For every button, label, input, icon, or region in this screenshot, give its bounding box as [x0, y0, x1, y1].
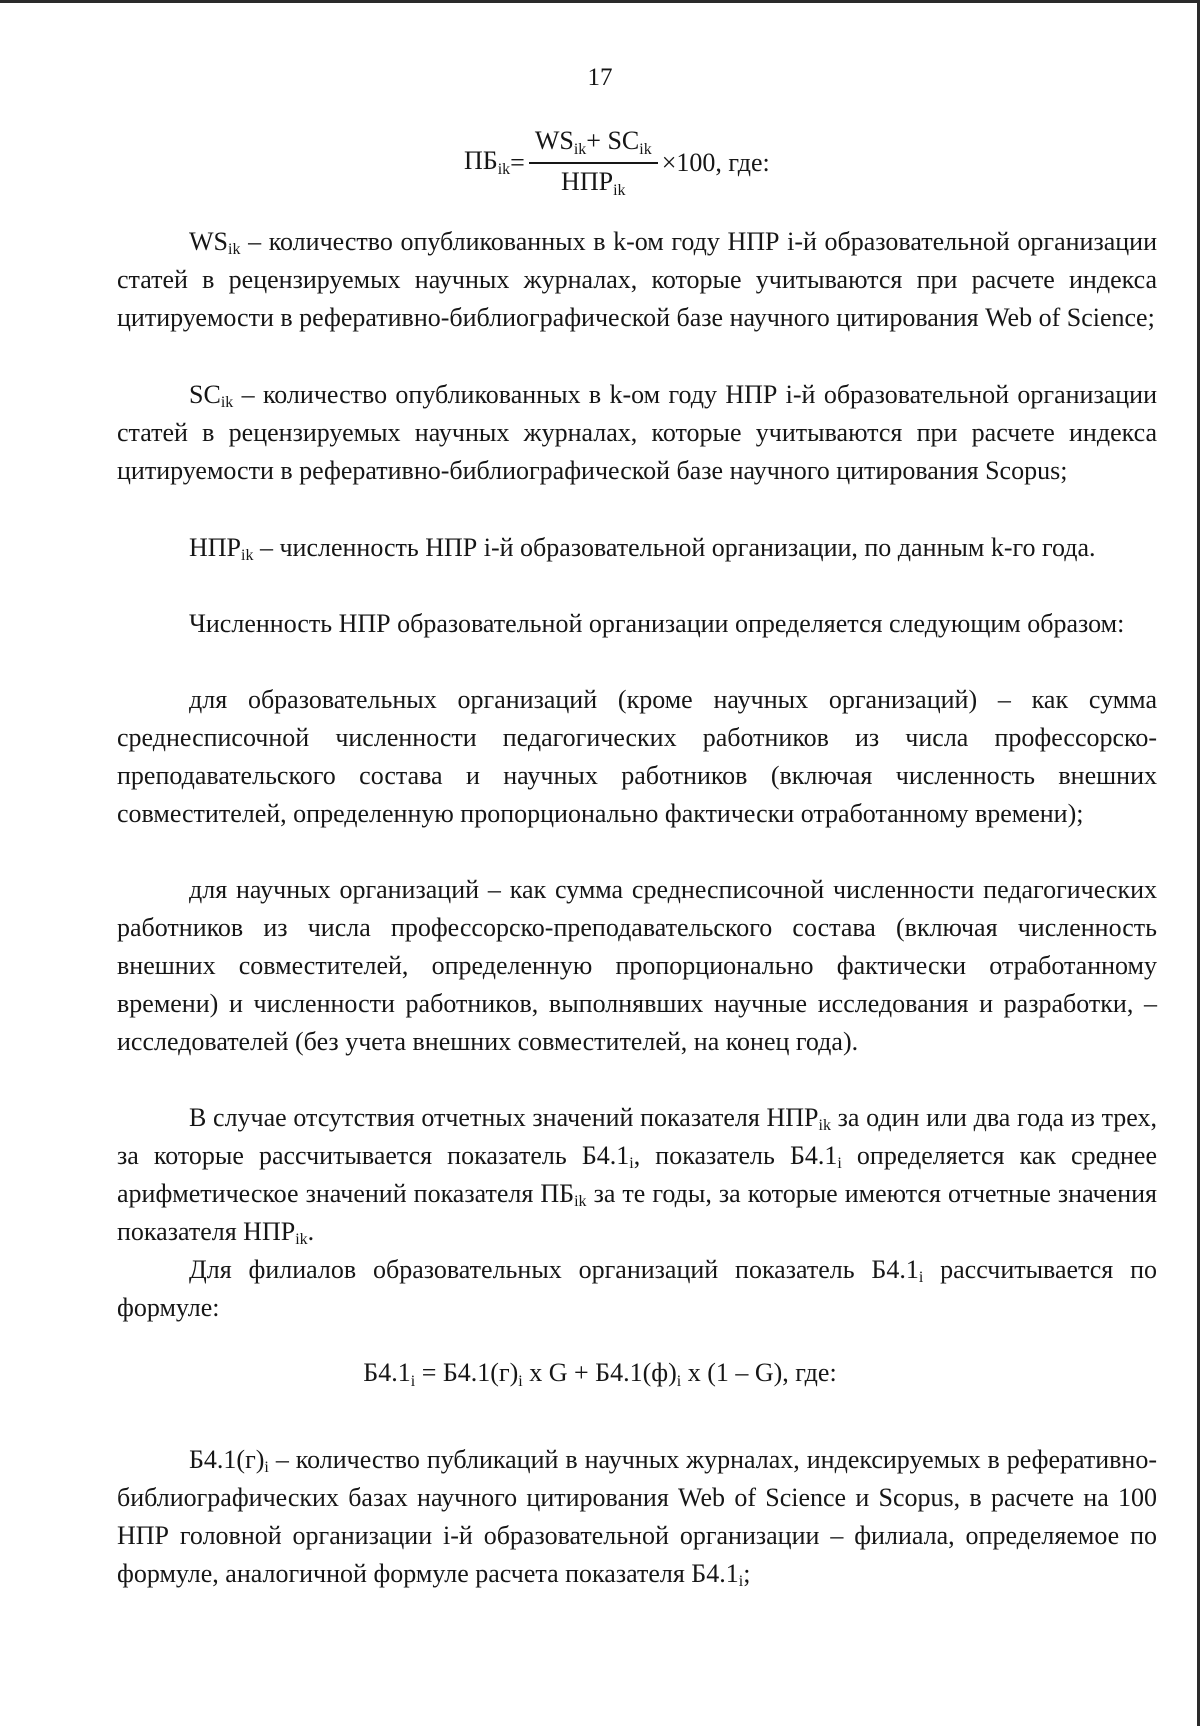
headcount-edu-orgs: для образовательных организаций (кроме научных организаций) – как сумма среднесписочной численности педагогических работников из числа профессорско-преподавательского состава и научных работников (включая численность внешних совместителей, определенную пропорционально фактически отработанному времени); — [117, 685, 1157, 828]
definition-npr: $НПР_{ik}$ – численность НПР i-й образовательной организации, по данным k-го года. — [189, 533, 1096, 564]
definition-sc: $SC_{ik}$ – количество опубликованных в k-ом году НПР i-й образовательной организации статей в рецензируемых научных журналах, которые учитываются при расчете индекса цитируемости в реферативно-библиографической базе научного цитирования Scopus; — [117, 380, 1157, 485]
definition-ws: $WS_{ik}$ – количество опубликованных в k-ом году НПР i-й образовательной организации статей в рецензируемых научных журналах, которые учитываются при расчете индекса цитируемости в реферативно-библиографической базе научного цитирования Web of Science; — [117, 227, 1157, 332]
formula-branch: $Б4.1_i = Б4.1(г)_i$ x $G + Б4.1(ф)_i$ x (1 – G), где: — [363, 1358, 837, 1390]
definition-head-org: $Б4.1(г)_i$ – количество публикаций в научных журналах, индексируемых в реферативно-библиографических базах научного цитирования Web of Science и Scopus, в расчете на 100 НПР головной организации i-й образовательной организации – филиала, определяемое по формуле, аналогичной формуле расчета показателя $Б4.1_i$; — [117, 1445, 1157, 1590]
formula-numerator: $WS_{ik}+ SC_{ik}$ — [529, 126, 658, 164]
formula-fraction — [529, 126, 658, 200]
headcount-intro: Численность НПР образовательной организации определяется следующим образом: — [189, 609, 1125, 638]
page-number: 17 — [587, 64, 613, 91]
formula-lhs: $ПБ_{ik}$ — [464, 146, 511, 179]
formula-tail: ×100, где: — [661, 147, 770, 177]
branches-paragraph: Для филиалов образовательных организаций показатель $Б4.1_i$ рассчитывается по формуле: — [117, 1255, 1157, 1322]
formula-equals: = — [510, 147, 525, 177]
formula-denominator: $НПР_{ik}$ — [561, 166, 626, 199]
formula-pb — [464, 126, 770, 200]
scan-edge-top — [0, 0, 1200, 3]
headcount-sci-orgs: для научных организаций – как сумма среднесписочной численности педагогических работников из числа профессорско-преподавательского состава (включая численность внешних совместителей, определенную пропорционально фактически отработанному времени) и численности работников, выполнявших научные исследования и разработки, – исследователей (без учета внешних совместителей, на конец года). — [117, 875, 1157, 1056]
missing-values-paragraph: В случае отсутствия отчетных значений показателя $НПР_{ik}$ за один или два года из трех, за которые рассчитывается показатель $Б4.1_i$, показатель $Б4.1_i$ определяется как среднее арифметическое значений показателя $ПБ_{ik}$ за те годы, за которые имеются отчетные значения показателя $НПР_{ik}$. — [117, 1103, 1158, 1248]
